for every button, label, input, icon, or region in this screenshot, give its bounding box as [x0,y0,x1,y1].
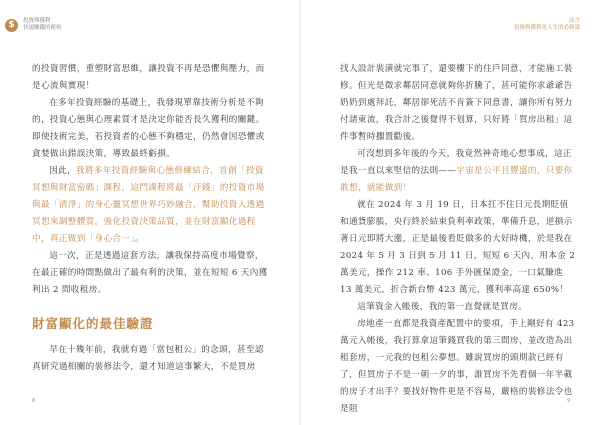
page-number: 9 [567,398,571,404]
paragraph: 早在十幾年前，我就有過「當包租公」的念頭，甚至認真研究過相關的裝修法令，還才知道這事繁大，不是買房 [32,345,264,372]
paragraph [32,163,270,248]
page-number: 8 [32,398,36,404]
paragraph: 在多年投資經驗的基礎上，我發現單靠技術分析是不夠的，投資心態與心理素質才是決定你能否長久獲利的關鍵。即使技術完美，若投資者的心態不夠穩定，仍然會因恐懼或貪婪做出錯誤決策，導致最終虧損。 [32,98,265,159]
highlighted-text: 宇宙是公平且豐盛的，只要你敢想，就能做到！ [340,166,573,193]
book-title-line2: 快速賺錢的秘密 [23,25,62,31]
paragraph: 房地產一直都是我資產配置中的要項，手上剛好有 423 萬元入帳後，我打算拿這筆錢買我的第三間房，並改造為出租套房，一元我的包租公夢想。雖說買房的頭期款已經有了，但買房子不是一朝一夕的事，誰買房不先看個一年半載的房子才出手？要找好物件更是不容易，嚴格的裝修法令也是阻 [340,319,575,414]
highlighted-text: 我將多年投資經驗與心態修練結合，首創「投資冥想與財富密碼」課程，這門課程將最「汗錢」的投資市場與最「清淨」的身心靈冥想世界巧妙融合，幫助投資人透過冥想來調整體質，強化投資決策品質，並在財富顯化過程中，真正做到「身心合一」 [32,166,265,244]
paragraph: 找人設計裝潢就完事了，還要樓下的住戶同意，才能施工裝修。但光是徵求鄰居同意就夠你折騰了，甚可能你求爺爺告奶奶到處拜託，鄰居卻死活不肯簽下同意書，讓你所有努力付諸東流，我合計之後覺得不划算，只好將「買房出租」這件事暫時擱置勸後。 [340,64,573,142]
paragraph: 的投資習慣，重塑財富思維，讓投資不再是恐懼與壓力，而是心流與實現！ [32,64,265,91]
right-page [300,0,600,425]
chapter-line2: 投資與獲利是人生的必修課 [513,25,580,31]
paragraph: 這一次，正是透過這套方法，讓我保持高度市場覺察，在最正確的時間點做出了最有利的決策，並在短短 6 天內獲利出 2 間收租房。 [32,251,268,295]
text-run: 因此， [49,166,77,176]
left-body-lower [32,342,270,376]
text-run: 。 [135,234,144,244]
book-logo-icon: $ [5,19,18,32]
paragraph: 就在 2024 年 3 月 19 日，日本扛不住日元長期貶值和通貨膨脹，央行終於結束負利率政策，準備升息，逆損示著日元即將大漲，正是最後看貶做多的大好時機，於是我在 2024 年 5 月 3 日到 5 月 11 日，短短 6 天內，用本金 2 萬美元，操作 212 車、106 手外匯保證金，一口氣賺進 13 萬美元，折合新台幣 423 萬元，獲利率高達 650%！ [340,200,576,295]
running-header-book-title [23,18,62,32]
text-run: 可沒想到多年後的今天，我竟然神奇地心想事成，這正是我一直以來堅信的法則—— [340,149,572,176]
chapter-line1: 前言 [568,18,580,24]
right-body [340,61,576,418]
paragraph: 這筆資金入帳後，我的第一直覺就是買房。 [357,302,528,312]
running-header-chapter [514,18,580,32]
paragraph [340,146,576,197]
book-title-line1: 投資與獲利 [23,18,51,24]
section-heading: 財富顯化的最佳驗證 [32,316,154,331]
left-body-upper [32,61,270,299]
